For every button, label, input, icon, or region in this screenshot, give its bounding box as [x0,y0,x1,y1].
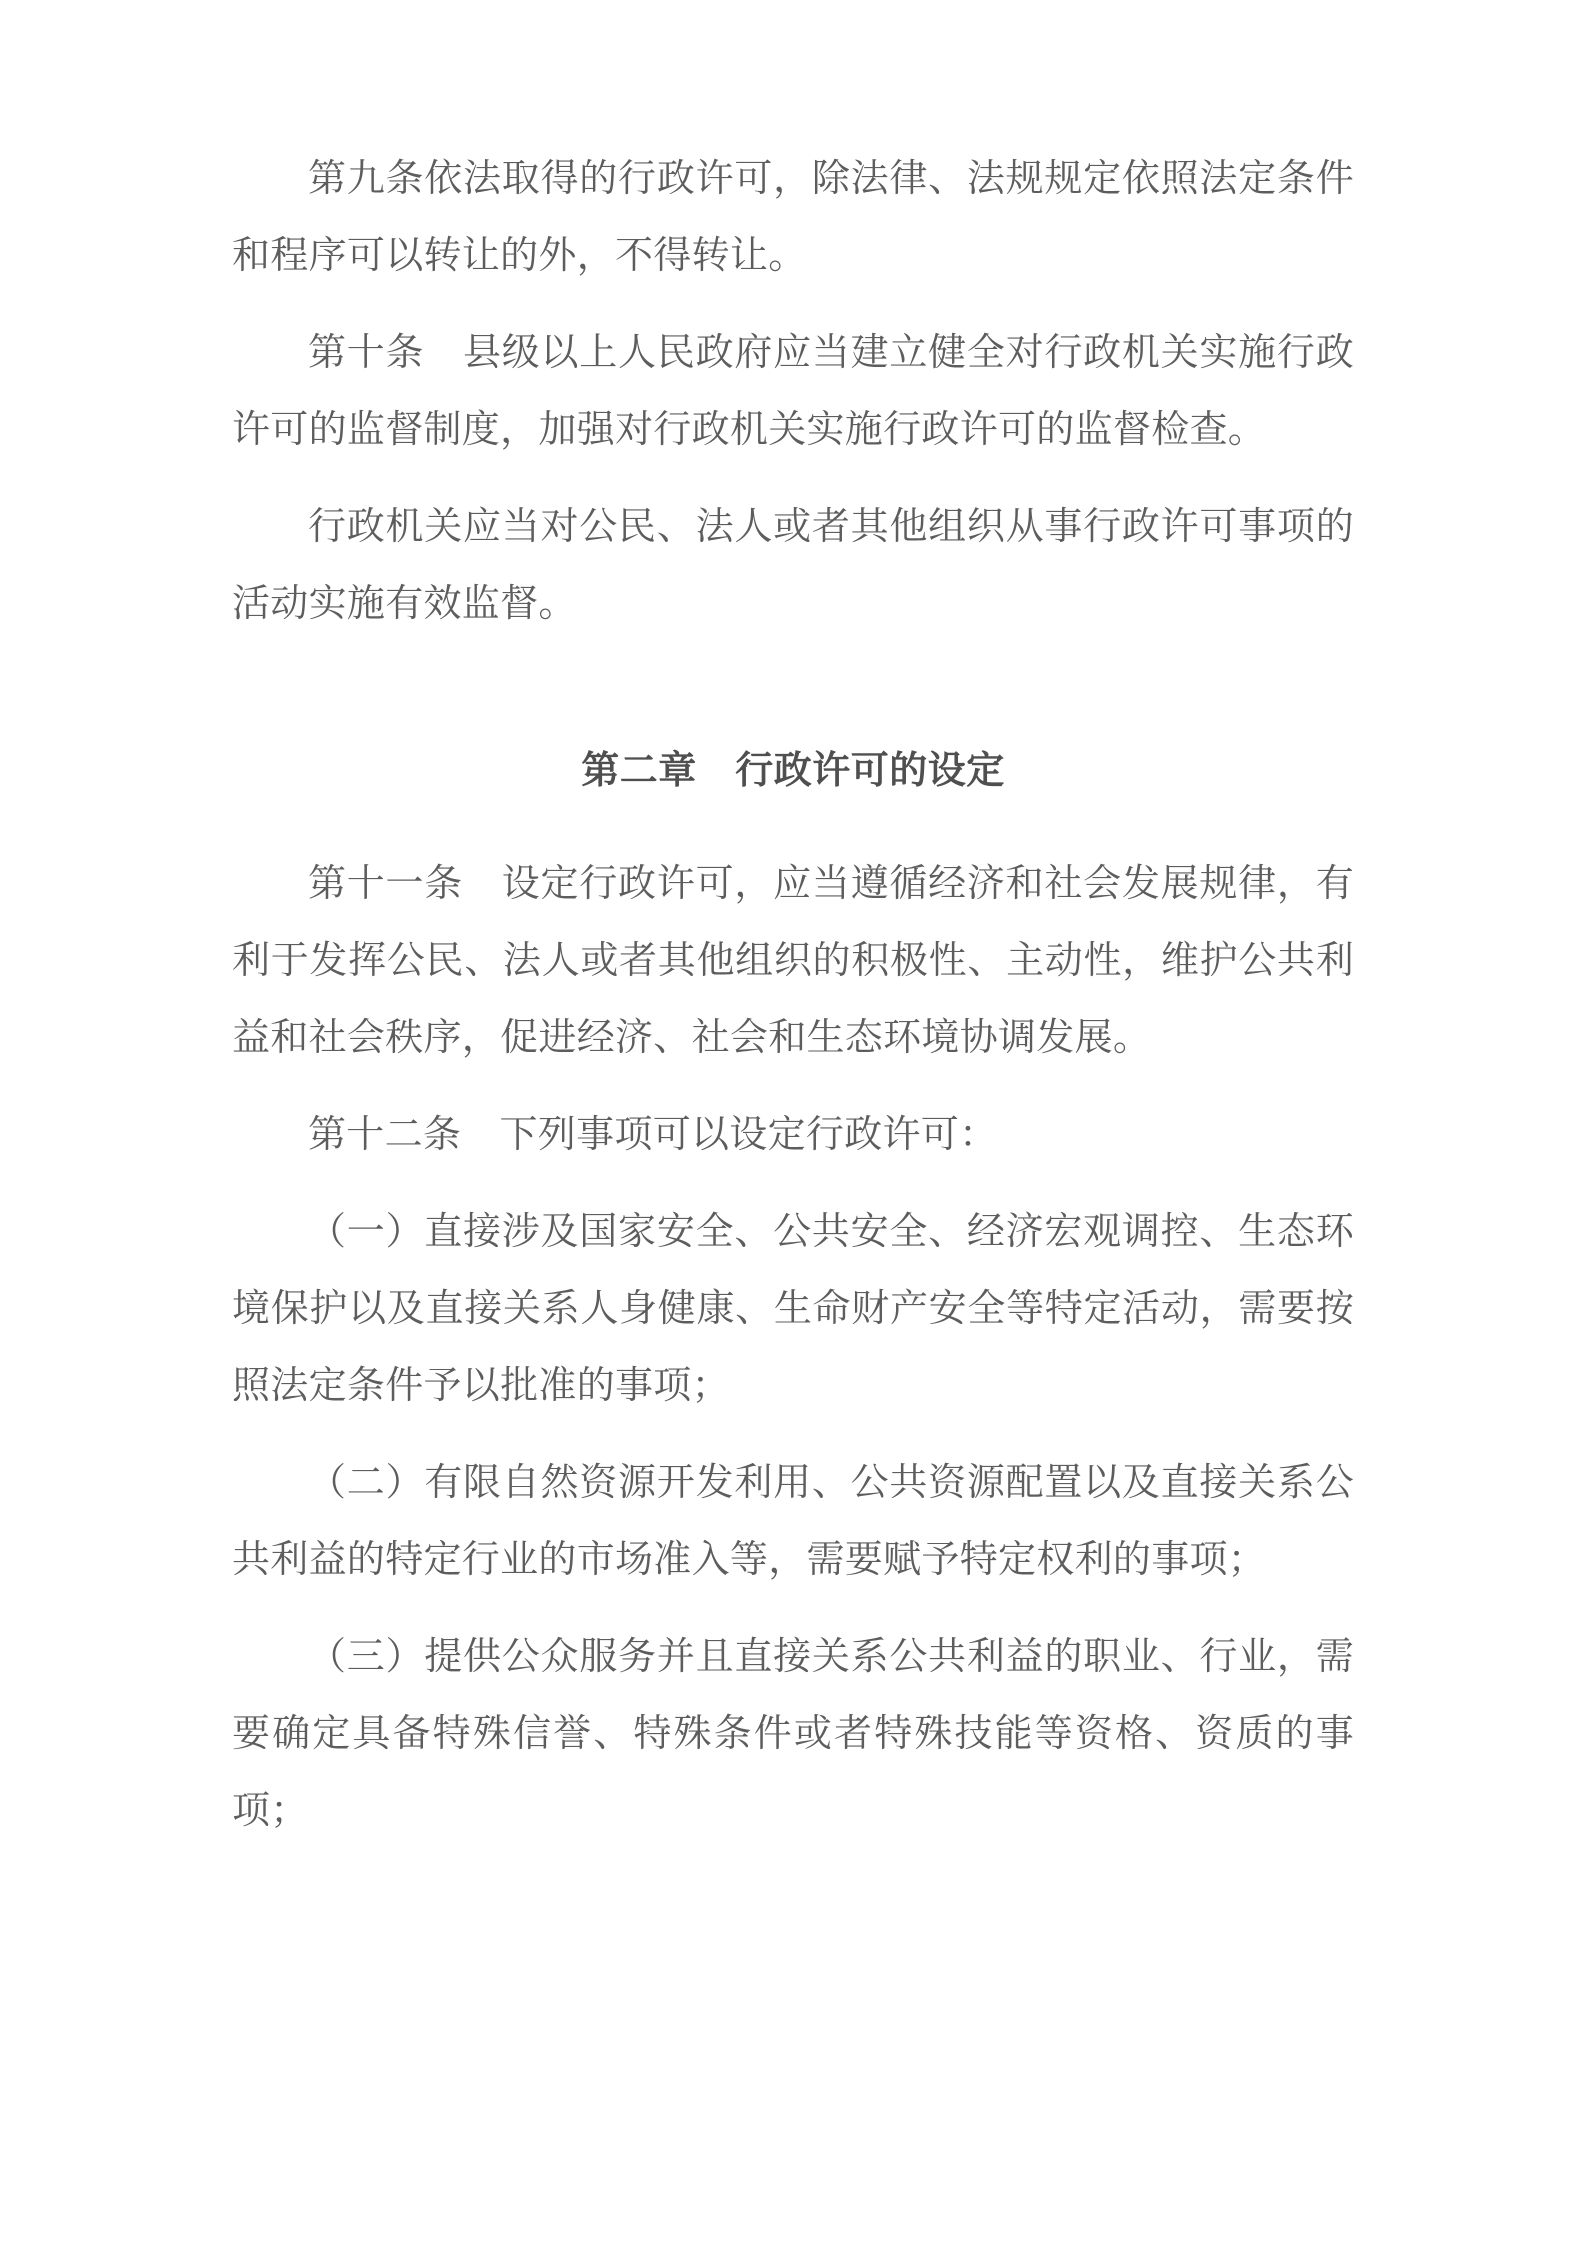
chapter-2-heading: 第二章 行政许可的设定 [581,748,1005,792]
paragraph-article-10-second: 行政机关应当对公民、法人或者其他组织从事行政许可事项的活动实施有效监督。 [232,504,1354,625]
list-item-article-12-three: （三）提供公众服务并且直接关系公共利益的职业、行业，需要确定具备特殊信誉、特殊条件或者特殊技能等资格、资质的事项； [232,1634,1354,1832]
document-text-body [232,140,1354,1869]
list-item-article-12-two: （二）有限自然资源开发利用、公共资源配置以及直接关系公共利益的特定行业的市场准入等，需要赋予特定权利的事项； [232,1460,1354,1581]
paragraph-article-9: 第九条依法取得的行政许可，除法律、法规规定依照法定条件和程序可以转让的外，不得转让。 [232,156,1354,277]
section-spacer-below-heading [232,831,1354,845]
paragraph-article-11: 第十一条 设定行政许可，应当遵循经济和社会发展规律，有利于发挥公民、法人或者其他组织的积极性、主动性，维护公共利益和社会秩序，促进经济、社会和生态环境协调发展。 [232,861,1354,1059]
paragraph-article-10: 第十条 县级以上人民政府应当建立健全对行政机关实施行政许可的监督制度，加强对行政机关实施行政许可的监督检查。 [232,330,1354,451]
section-spacer-above-heading [232,662,1354,732]
paragraph-article-12: 第十二条 下列事项可以设定行政许可： [308,1112,998,1156]
list-item-article-12-one: （一）直接涉及国家安全、公共安全、经济宏观调控、生态环境保护以及直接关系人身健康、生命财产安全等特定活动，需要按照法定条件予以批准的事项； [232,1209,1354,1407]
